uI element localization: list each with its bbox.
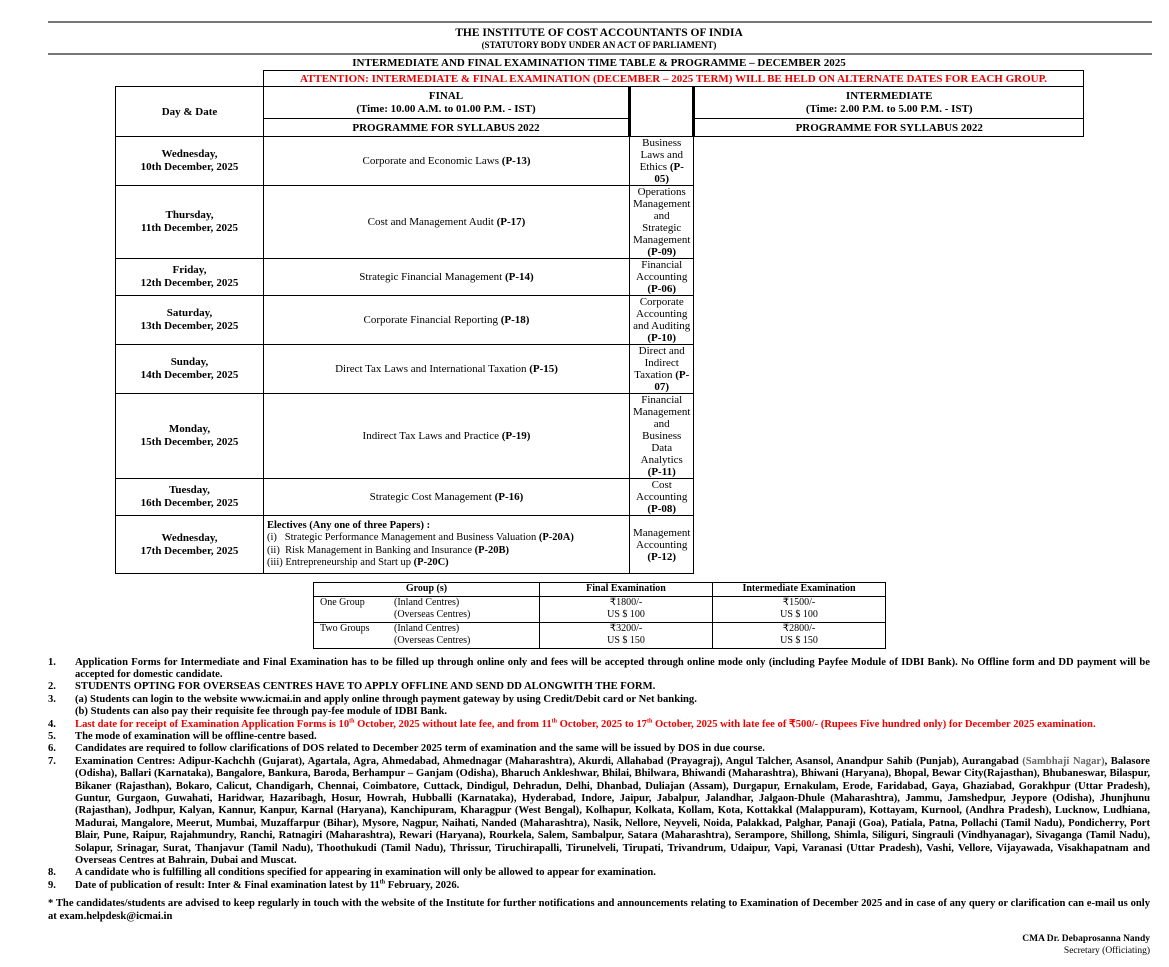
inter-cell — [630, 186, 694, 259]
date: 12th December, 2025 — [140, 277, 239, 289]
inter-label: INTERMEDIATE — [845, 89, 933, 102]
inter-cell — [630, 137, 694, 186]
electives-cell — [264, 516, 630, 574]
final-cell — [264, 296, 630, 345]
note-7 — [48, 756, 1150, 868]
fee-value: ₹1800/- — [540, 596, 713, 609]
note-6 — [48, 743, 1150, 755]
blank-cell — [116, 71, 264, 87]
centre-type: (Inland Centres) — [388, 622, 540, 635]
note-2 — [48, 681, 1150, 693]
date: 10th December, 2025 — [140, 161, 239, 173]
fee-value: US $ 150 — [540, 635, 713, 648]
final-cell — [264, 137, 630, 186]
note-text: STUDENTS OPTING FOR OVERSEAS CENTRES HAVE TO APPLY OFFLINE AND SEND DD ALONGWITH THE FORM. — [75, 681, 656, 693]
org-name: THE INSTITUTE OF COST ACCOUNTANTS OF INDIA — [455, 27, 743, 39]
day-cell — [116, 137, 264, 186]
centre-type: (Inland Centres) — [388, 596, 540, 609]
final-header — [264, 87, 630, 119]
note-text: (Sambhaji Nagar) — [1022, 755, 1105, 767]
inter-paper: Operations Management and Strategic Management — [633, 186, 691, 246]
footer-note — [48, 898, 1150, 923]
note-number: 5. — [48, 730, 56, 742]
attention-banner: ATTENTION: INTERMEDIATE & FINAL EXAMINATION (DECEMBER – 2025 TERM) WILL BE HELD ON ALTERNATE DATES FOR EACH GROUP. — [264, 71, 1084, 87]
inter-cell — [630, 516, 694, 574]
document-title: INTERMEDIATE AND FINAL EXAMINATION TIME TABLE & PROGRAMME – DECEMBER 2025 — [352, 57, 846, 69]
inter-code: (P-12) — [647, 550, 677, 563]
day-header: Day & Date — [116, 87, 264, 137]
email-link[interactable]: exam.helpdesk@icmai.in — [59, 910, 173, 922]
fee-value: ₹2800/- — [713, 622, 886, 635]
day-cell — [116, 479, 264, 516]
timetable — [115, 70, 1084, 574]
website-link[interactable]: www.icmai.in — [240, 693, 302, 705]
final-cell — [264, 259, 630, 296]
day: Thursday, — [165, 209, 214, 221]
note-number: 6. — [48, 743, 56, 755]
inter-cell — [630, 345, 694, 394]
note-text: , Balasore (Odisha), Ballari (Karnataka), Bangalore, Bankura, Baroda, Berhampur – Ganjam (Odisha), Bharuch Ankleshwar, Bhilai, Bhilwara, Bhiwandi (Maharashtra), Bhiwani (Haryana), Bhopal, Bewar City(Rajasthan), Bhubaneswar, Bilaspur, Bikaner (Rajasthan), Bokaro, Calicut, Chandigarh, Chennai, Coimbatore, Cuttack, Dindigul, Dehradun, Delhi, Dhanbad, Duliajan (Assam), Durgapur, Ernakulam, Erode, Faridabad, Gaya, Ghaziabad, Gorakhpur (Uttar Pradesh), Guntur, Gurgaon, Guwahati, Haridwar, Hazaribagh, Hosur, Howrah, Hubballi (Karnataka), Hyderabad, Indore, Jaipur, Jabalpur, Jalandhar, Jalgaon-Dhule (Maharashtra), Jammu, Jamshedpur, Jeypore (Odisha), Jhunjhunu (Rajasthan), Jodhpur, Kalyan, Kannur, Kanpur, Karnal (Haryana), Kanchipuram, Kharagpur (West Bengal), Kolhapur, Kolkata, Kollam, Kota, Kottakkal (Malappuram), Kottayam, Kurnool, (Andhra Pradesh), Lucknow, Ludhiana, Madurai, Mangalore, Meerut, Mumbai, Muzaffarpur (Bihar), Mysore, Nagpur, Naihati, Nanded (Maharashtra), Nasik, Nellore, Neyveli, Noida, Palakkad, Palghar, Panaji (Goa), Patiala, Patna, Pollachi (Tamil Nadu), Pondicherry, Port Blair, Pune, Raipur, Rajahmundry, Ranchi, Ratnagiri (Maharashtra), Rewari (Haryana), Rourkela, Salem, Sambalpur, Satara (Maharashtra), Serampore, Shillong, Shimla, Siliguri, Singrauli (Vindhyanagar), Sivaganga (Tamil Nadu), Solapur, Srinagar, Surat, Thanjavur (Tamil Nadu), Thoothukudi (Tamil Nadu), Thrissur, Tiruchirapalli, Tirunelveli, Tirupati, Trivandrum, Udaipur, Vapi, Varanasi (Uttar Pradesh), Vashi, Vellore, Vijayawada, Visakhapatnam and Overseas Centres at Bahrain, Dubai and Muscat. — [75, 755, 1150, 866]
fee-table — [313, 582, 886, 649]
elective-2: (ii) Risk Management in Banking and Insurance — [267, 544, 472, 556]
day: Wednesday, — [161, 148, 218, 160]
fee-header-final: Final Examination — [540, 583, 713, 597]
table-row — [116, 259, 1084, 296]
note-number: 2. — [48, 681, 56, 693]
centre-type: (Overseas Centres) — [388, 635, 540, 648]
elective-2-line — [267, 545, 626, 558]
note-text: October, 2025 to 17 — [557, 718, 647, 730]
day-cell — [116, 186, 264, 259]
elective-3-line — [267, 557, 626, 570]
top-rule — [48, 21, 1152, 23]
note-4 — [48, 719, 1150, 731]
electives-label: Electives (Any one of three Papers) : — [267, 519, 431, 531]
table-row — [116, 345, 1084, 394]
date: 17th December, 2025 — [140, 544, 239, 557]
date: 14th December, 2025 — [140, 369, 239, 381]
inter-code: (P-05) — [654, 161, 684, 185]
header-rule — [48, 53, 1152, 55]
note-number: 4. — [48, 718, 56, 730]
day: Saturday, — [166, 307, 213, 319]
table-row — [116, 296, 1084, 345]
notes-list — [48, 657, 1150, 893]
inter-paper: Management Accounting — [633, 526, 691, 551]
inter-code: (P-07) — [654, 369, 690, 393]
elective-3: (iii) Entrepreneurship and Start up — [267, 557, 412, 568]
fee-value: ₹1500/- — [713, 596, 886, 609]
fee-row — [314, 622, 886, 635]
note-number: 7. — [48, 755, 56, 767]
final-cell — [264, 394, 630, 479]
final-cell — [264, 186, 630, 259]
elective-1-code: (P-20A) — [538, 532, 574, 543]
inter-code: (P-11) — [647, 466, 676, 478]
fee-row — [314, 635, 886, 648]
elective-3-code: (P-20C) — [413, 557, 449, 568]
final-time: (Time: 10.00 A.M. to 01.00 P.M. - IST) — [356, 102, 536, 115]
table-row — [116, 516, 1084, 574]
note-text: The mode of examination will be offline-centre based. — [75, 730, 317, 742]
elective-2-code: (P-20B) — [474, 544, 510, 556]
fee-value: ₹3200/- — [540, 622, 713, 635]
inter-code: (P-09) — [647, 246, 677, 258]
note-1 — [48, 657, 1150, 682]
final-code: (P-13) — [501, 155, 531, 167]
note-text: A candidate who is fulfilling all conditions specified for appearing in examination will only be allowed to appear for examination. — [75, 867, 656, 879]
final-paper: Direct Tax Laws and International Taxation — [335, 363, 527, 375]
note-9 — [48, 880, 1150, 892]
signature — [48, 933, 1150, 957]
inter-cell — [630, 479, 694, 516]
final-code: (P-19) — [501, 430, 531, 442]
day-cell — [116, 345, 264, 394]
inter-cell — [630, 259, 694, 296]
day-cell — [116, 296, 264, 345]
final-programme: PROGRAMME FOR SYLLABUS 2022 — [264, 119, 630, 137]
note-text: February, 2026. — [385, 879, 460, 891]
final-paper: Strategic Cost Management — [369, 491, 492, 503]
note-text: (b) Students can also pay their requisite fee through pay-fee module of IDBI Bank. — [75, 706, 447, 718]
day-cell — [116, 516, 264, 574]
inter-paper: Financial Accounting — [636, 259, 688, 283]
day: Sunday, — [170, 356, 209, 368]
date: 15th December, 2025 — [140, 436, 239, 448]
note-text: (a) Students can login to the website — [75, 693, 241, 705]
note-text: and apply online through payment gateway by using Credit/Debit card or Net banking. — [301, 693, 697, 705]
day: Tuesday, — [169, 484, 210, 496]
footer-text: * The candidates/students are advised to keep regularly in touch with the website of the Institute for further notifications and announcements relating to Examination of December 2025 and in case of any query or clarification can e-mail us only at — [48, 898, 1150, 922]
group-name: One Group — [314, 596, 389, 622]
column-divider — [630, 87, 694, 137]
day-cell — [116, 259, 264, 296]
note-text: October, 2025 without late fee, and from 11 — [354, 718, 552, 730]
day: Wednesday, — [161, 531, 218, 544]
inter-time: (Time: 2.00 P.M. to 5.00 P.M. - IST) — [805, 102, 973, 115]
note-8 — [48, 867, 1150, 879]
inter-code: (P-10) — [647, 332, 677, 344]
final-paper: Corporate Financial Reporting — [363, 314, 498, 326]
fee-value: US $ 150 — [713, 635, 886, 648]
day: Friday, — [172, 264, 207, 276]
final-code: (P-17) — [496, 216, 526, 228]
fee-row — [314, 596, 886, 609]
note-5 — [48, 731, 1150, 743]
final-code: (P-14) — [504, 271, 534, 283]
table-row — [116, 394, 1084, 479]
note-text: Candidates are required to follow clarifications of DOS related to December 2025 term of examination and the same will be issued by DOS in due course. — [75, 743, 765, 755]
group-name: Two Groups — [314, 622, 389, 648]
note-text: Last date for receipt of Examination Application Forms is 10 — [75, 718, 350, 730]
final-paper: Corporate and Economic Laws — [362, 155, 500, 167]
signatory-title: Secretary (Officiating) — [1063, 946, 1150, 957]
ordinal: th — [646, 718, 653, 724]
final-cell — [264, 479, 630, 516]
note-text: Date of publication of result: Inter & Final examination latest by 11 — [75, 879, 380, 891]
inter-paper: Corporate Accounting and Auditing — [633, 296, 691, 332]
day: Monday, — [168, 423, 211, 435]
ordinal: th — [349, 718, 355, 724]
ordinal: th — [551, 718, 557, 724]
day-cell — [116, 394, 264, 479]
inter-cell — [630, 394, 694, 479]
final-cell — [264, 345, 630, 394]
table-row — [116, 137, 1084, 186]
final-code: (P-16) — [494, 491, 524, 503]
inter-cell — [630, 296, 694, 345]
inter-code: (P-06) — [647, 283, 677, 295]
final-code: (P-15) — [529, 363, 558, 375]
elective-1: (i) Strategic Performance Management and Business Valuation — [267, 532, 537, 543]
note-text: Application Forms for Intermediate and Final Examination has to be filled up through online only and fees will be accepted through online mode only (including Payfee Module of IDBI Bank). No Offline form and DD payment will be accepted for domestic candidate. — [75, 656, 1150, 680]
final-paper: Cost and Management Audit — [367, 216, 494, 228]
fee-header-inter: Intermediate Examination — [713, 583, 886, 597]
elective-1-line — [267, 532, 626, 545]
inter-code: (P-08) — [647, 503, 677, 515]
final-paper: Indirect Tax Laws and Practice — [362, 430, 499, 442]
table-row — [116, 186, 1084, 259]
inter-header — [694, 87, 1084, 119]
org-subtitle: (STATUTORY BODY UNDER AN ACT OF PARLIAMENT) — [481, 40, 717, 50]
note-text: Examination Centres: Adipur-Kachchh (Gujarat), Agartala, Agra, Ahmedabad, Ahmednagar (Maharashtra), Akurdi, Allahabad (Prayagraj), Angul Talcher, Asansol, Anandpur Sahib (Punjab), Aurangabad — [75, 755, 1023, 767]
fee-header-group: Group (s) — [314, 583, 540, 597]
inter-paper: Cost Accounting — [636, 479, 688, 503]
final-paper: Strategic Financial Management — [359, 271, 503, 283]
note-number: 1. — [48, 656, 56, 668]
signatory-name: CMA Dr. Debaprosanna Nandy — [1022, 934, 1150, 945]
note-number: 9. — [48, 879, 56, 891]
inter-paper: Financial Management and Business Data Analytics — [633, 394, 691, 466]
date: 11th December, 2025 — [140, 222, 239, 234]
final-code: (P-18) — [500, 314, 530, 326]
date: 16th December, 2025 — [140, 497, 239, 509]
ordinal: th — [379, 879, 386, 886]
note-3 — [48, 694, 1150, 719]
fee-row — [314, 609, 886, 622]
fee-value: US $ 100 — [713, 609, 886, 622]
date: 13th December, 2025 — [140, 320, 239, 332]
note-number: 3. — [48, 693, 56, 705]
note-text: October, 2025 with late fee of ₹500/- (Rupees Five hundred only) for December 2025 examination. — [652, 718, 1096, 730]
final-label: FINAL — [428, 89, 464, 102]
inter-paper: Direct and Indirect Taxation — [634, 345, 685, 381]
inter-programme: PROGRAMME FOR SYLLABUS 2022 — [694, 119, 1084, 137]
note-number: 8. — [48, 867, 56, 879]
fee-value: US $ 100 — [540, 609, 713, 622]
inter-paper: Business Laws and Ethics — [639, 137, 683, 173]
table-row — [116, 479, 1084, 516]
centre-type: (Overseas Centres) — [388, 609, 540, 622]
